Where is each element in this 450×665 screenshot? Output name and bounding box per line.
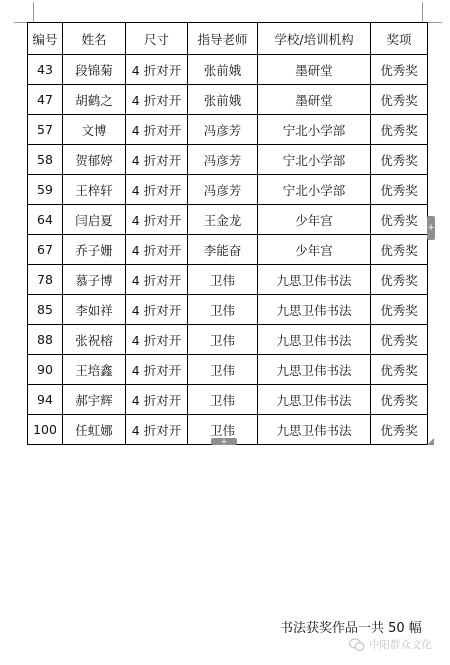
cell-school: 九思卫伟书法 bbox=[258, 265, 371, 295]
table-row bbox=[28, 85, 428, 115]
watermark-text: 中阳群众文化 bbox=[369, 639, 432, 651]
cell-name: 乔子姗 bbox=[63, 235, 126, 265]
table-header-row bbox=[28, 23, 428, 55]
cell-size: 4 折对开 bbox=[126, 325, 188, 355]
cell-school: 墨研堂 bbox=[258, 85, 371, 115]
table-row bbox=[28, 205, 428, 235]
table-resize-handle[interactable] bbox=[427, 438, 434, 445]
cell-teacher: 冯彦芳 bbox=[188, 175, 258, 205]
table-row bbox=[28, 55, 428, 85]
cell-number: 88 bbox=[28, 325, 63, 355]
cell-number: 100 bbox=[28, 415, 63, 445]
wechat-icon bbox=[349, 638, 365, 652]
cell-school: 少年宫 bbox=[258, 235, 371, 265]
table-row bbox=[28, 295, 428, 325]
cell-size: 4 折对开 bbox=[126, 355, 188, 385]
cell-school: 墨研堂 bbox=[258, 55, 371, 85]
cell-school: 九思卫伟书法 bbox=[258, 355, 371, 385]
cell-award: 优秀奖 bbox=[371, 295, 428, 325]
cell-number: 59 bbox=[28, 175, 63, 205]
cell-number: 90 bbox=[28, 355, 63, 385]
cell-teacher: 张前娥 bbox=[188, 85, 258, 115]
cell-school: 少年宫 bbox=[258, 205, 371, 235]
cell-name: 文博 bbox=[63, 115, 126, 145]
table-row bbox=[28, 235, 428, 265]
cell-teacher: 卫伟 bbox=[188, 265, 258, 295]
cell-teacher: 卫伟 bbox=[188, 415, 258, 445]
cell-name: 李如祥 bbox=[63, 295, 126, 325]
cell-award: 优秀奖 bbox=[371, 325, 428, 355]
cell-size: 4 折对开 bbox=[126, 145, 188, 175]
cell-teacher: 卫伟 bbox=[188, 295, 258, 325]
cell-teacher: 卫伟 bbox=[188, 385, 258, 415]
cell-name: 贺郁婷 bbox=[63, 145, 126, 175]
cell-name: 慕子博 bbox=[63, 265, 126, 295]
cell-award: 优秀奖 bbox=[371, 115, 428, 145]
cell-school: 九思卫伟书法 bbox=[258, 295, 371, 325]
cell-award: 优秀奖 bbox=[371, 385, 428, 415]
cell-name: 任虹娜 bbox=[63, 415, 126, 445]
cell-number: 85 bbox=[28, 295, 63, 325]
cell-teacher: 冯彦芳 bbox=[188, 115, 258, 145]
cell-number: 94 bbox=[28, 385, 63, 415]
cell-teacher: 卫伟 bbox=[188, 325, 258, 355]
cell-name: 段锦菊 bbox=[63, 55, 126, 85]
cell-name: 闫启夏 bbox=[63, 205, 126, 235]
table-row bbox=[28, 145, 428, 175]
cell-name: 胡鹤之 bbox=[63, 85, 126, 115]
table-row bbox=[28, 265, 428, 295]
cell-teacher: 卫伟 bbox=[188, 355, 258, 385]
header-school: 学校/培训机构 bbox=[258, 23, 371, 55]
cell-award: 优秀奖 bbox=[371, 85, 428, 115]
cell-size: 4 折对开 bbox=[126, 205, 188, 235]
cell-school: 九思卫伟书法 bbox=[258, 385, 371, 415]
cell-number: 64 bbox=[28, 205, 63, 235]
cell-size: 4 折对开 bbox=[126, 385, 188, 415]
cell-teacher: 张前娥 bbox=[188, 55, 258, 85]
crop-mark-top-right bbox=[422, 2, 423, 22]
cell-number: 67 bbox=[28, 235, 63, 265]
cell-award: 优秀奖 bbox=[371, 55, 428, 85]
cell-award: 优秀奖 bbox=[371, 145, 428, 175]
summary-text: 书法获奖作品一共 50 幅 bbox=[280, 621, 422, 636]
cell-name: 王梓轩 bbox=[63, 175, 126, 205]
crop-mark-top-left bbox=[33, 2, 34, 22]
cell-size: 4 折对开 bbox=[126, 415, 188, 445]
cell-size: 4 折对开 bbox=[126, 235, 188, 265]
cell-name: 张祝榕 bbox=[63, 325, 126, 355]
awards-table bbox=[27, 22, 428, 445]
header-name: 姓名 bbox=[63, 23, 126, 55]
cell-award: 优秀奖 bbox=[371, 235, 428, 265]
cell-teacher: 李能奋 bbox=[188, 235, 258, 265]
table-row bbox=[28, 325, 428, 355]
cell-number: 78 bbox=[28, 265, 63, 295]
cell-award: 优秀奖 bbox=[371, 265, 428, 295]
cell-number: 47 bbox=[28, 85, 63, 115]
cell-award: 优秀奖 bbox=[371, 415, 428, 445]
table-row bbox=[28, 115, 428, 145]
cell-size: 4 折对开 bbox=[126, 55, 188, 85]
cell-teacher: 冯彦芳 bbox=[188, 145, 258, 175]
cell-number: 58 bbox=[28, 145, 63, 175]
table-row bbox=[28, 175, 428, 205]
cell-number: 57 bbox=[28, 115, 63, 145]
cell-award: 优秀奖 bbox=[371, 175, 428, 205]
cell-size: 4 折对开 bbox=[126, 265, 188, 295]
cell-teacher: 王金龙 bbox=[188, 205, 258, 235]
add-column-handle[interactable]: + bbox=[211, 438, 237, 445]
cell-school: 宁北小学部 bbox=[258, 175, 371, 205]
cell-school: 九思卫伟书法 bbox=[258, 325, 371, 355]
cell-award: 优秀奖 bbox=[371, 355, 428, 385]
table-row bbox=[28, 385, 428, 415]
cell-award: 优秀奖 bbox=[371, 205, 428, 235]
cell-number: 43 bbox=[28, 55, 63, 85]
table-row bbox=[28, 355, 428, 385]
cell-name: 王培鑫 bbox=[63, 355, 126, 385]
cell-name: 郝宇辉 bbox=[63, 385, 126, 415]
header-teacher: 指导老师 bbox=[188, 23, 258, 55]
cell-size: 4 折对开 bbox=[126, 115, 188, 145]
cell-size: 4 折对开 bbox=[126, 85, 188, 115]
cell-size: 4 折对开 bbox=[126, 175, 188, 205]
header-award: 奖项 bbox=[371, 23, 428, 55]
cell-school: 九思卫伟书法 bbox=[258, 415, 371, 445]
cell-size: 4 折对开 bbox=[126, 295, 188, 325]
cell-school: 宁北小学部 bbox=[258, 115, 371, 145]
watermark bbox=[349, 637, 432, 652]
add-row-handle[interactable]: + bbox=[427, 216, 435, 240]
header-size: 尺寸 bbox=[126, 23, 188, 55]
cell-school: 宁北小学部 bbox=[258, 145, 371, 175]
header-number: 编号 bbox=[28, 23, 63, 55]
